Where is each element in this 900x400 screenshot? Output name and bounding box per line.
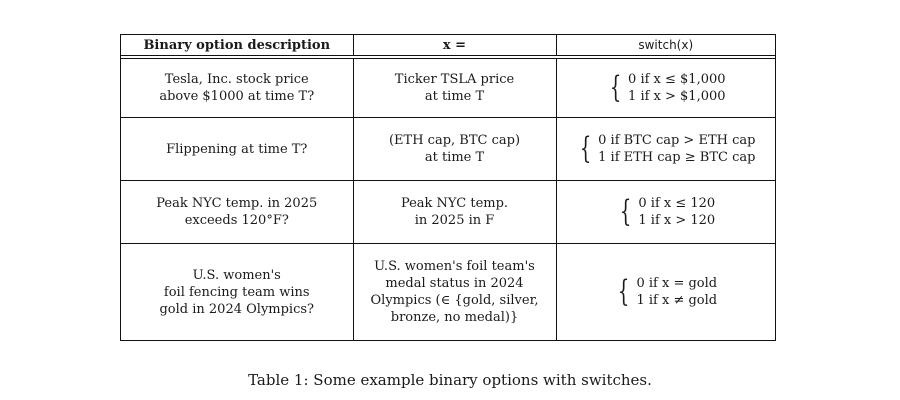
cases-expression: { 0 if x ≤ 120 1 if x > 120 bbox=[620, 194, 716, 229]
switch-cell bbox=[556, 57, 775, 118]
description-cell: Peak NYC temp. in 2025 exceeds 120°F? bbox=[121, 181, 353, 244]
x-cell: U.S. women's foil team's medal status in 2024 Olympics (∈ {gold, silver, bronze, no medal)} bbox=[353, 244, 556, 341]
x-cell: (ETH cap, BTC cap) at time T bbox=[353, 118, 556, 181]
description-cell: Tesla, Inc. stock price above $1000 at time T? bbox=[121, 57, 353, 118]
left-brace: { bbox=[579, 131, 592, 166]
cases-expression: { 0 if x ≤ $1,000 1 if x > $1,000 bbox=[609, 70, 726, 105]
switch-cell bbox=[556, 244, 775, 341]
header-switch: switch(x) bbox=[556, 35, 775, 57]
header-x: x = bbox=[353, 35, 556, 57]
switch-cell bbox=[556, 118, 775, 181]
table-caption: Table 1: Some example binary options with switches. bbox=[248, 371, 652, 389]
table-row bbox=[121, 118, 775, 181]
options-table-frame bbox=[120, 34, 776, 341]
left-brace: { bbox=[620, 194, 632, 229]
table-row bbox=[121, 181, 775, 244]
binary-options-table bbox=[121, 35, 775, 340]
header-description: Binary option description bbox=[121, 35, 353, 57]
table-header-row bbox=[121, 35, 775, 57]
cases-expression: { 0 if BTC cap > ETH cap 1 if ETH cap ≥ BTC cap bbox=[579, 131, 756, 166]
description-cell: U.S. women's foil fencing team wins gold in 2024 Olympics? bbox=[121, 244, 353, 341]
left-brace: { bbox=[609, 70, 622, 105]
x-cell: Peak NYC temp. in 2025 in F bbox=[353, 181, 556, 244]
cases-expression: { 0 if x = gold 1 if x ≠ gold bbox=[618, 274, 718, 309]
description-cell: Flippening at time T? bbox=[121, 118, 353, 181]
switch-cell bbox=[556, 181, 775, 244]
x-cell: Ticker TSLA price at time T bbox=[353, 57, 556, 118]
table-row bbox=[121, 57, 775, 118]
left-brace: { bbox=[618, 274, 630, 309]
table-row bbox=[121, 244, 775, 341]
